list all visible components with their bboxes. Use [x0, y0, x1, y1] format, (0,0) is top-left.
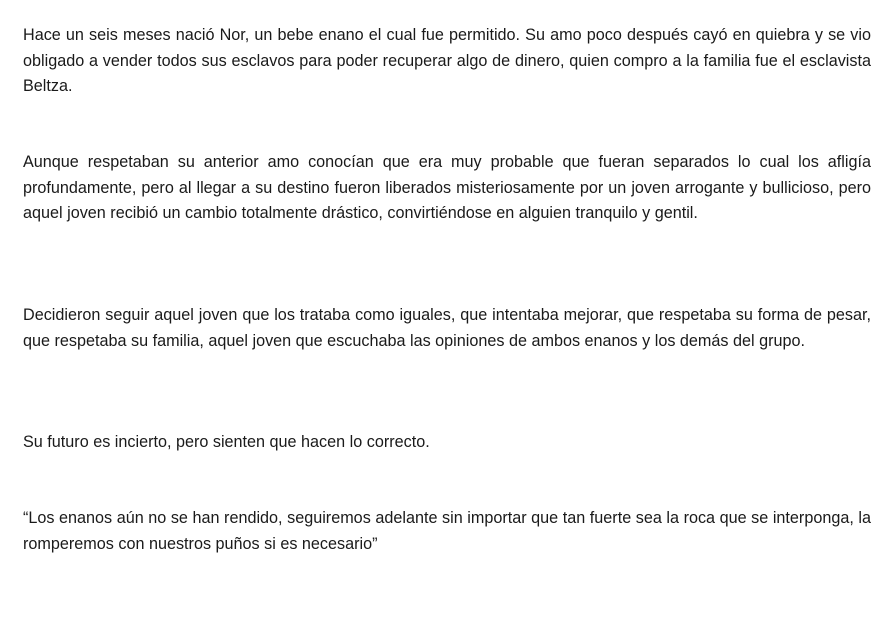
- paragraph-4: Su futuro es incierto, pero sienten que hacen lo correcto.: [23, 433, 430, 451]
- paragraph-3: Decidieron seguir aquel joven que los trataba como iguales, que intentaba mejorar, que respetaba su forma de pesar, que respetaba su familia, aquel joven que escuchaba las opiniones de ambos enanos y los demás del grupo.: [23, 306, 871, 350]
- paragraph-2: Aunque respetaban su anterior amo conocían que era muy probable que fueran separados lo cual los afligía profundamente, pero al llegar a su destino fueron liberados misteriosamente por un joven arrogante y bullicioso, pero aquel joven recibió un cambio totalmente drástico, convirtiéndose en alguien tranquilo y gentil.: [23, 153, 871, 222]
- paragraph-1: Hace un seis meses nació Nor, un bebe enano el cual fue permitido. Su amo poco después cayó en quiebra y se vio obligado a vender todos sus esclavos para poder recuperar algo de dinero, quien compro a la familia fue el esclavista Beltza.: [23, 26, 871, 95]
- paragraph-5-quote: “Los enanos aún no se han rendido, seguiremos adelante sin importar que tan fuerte sea la roca que se interponga, la romperemos con nuestros puños si es necesario”: [23, 509, 871, 553]
